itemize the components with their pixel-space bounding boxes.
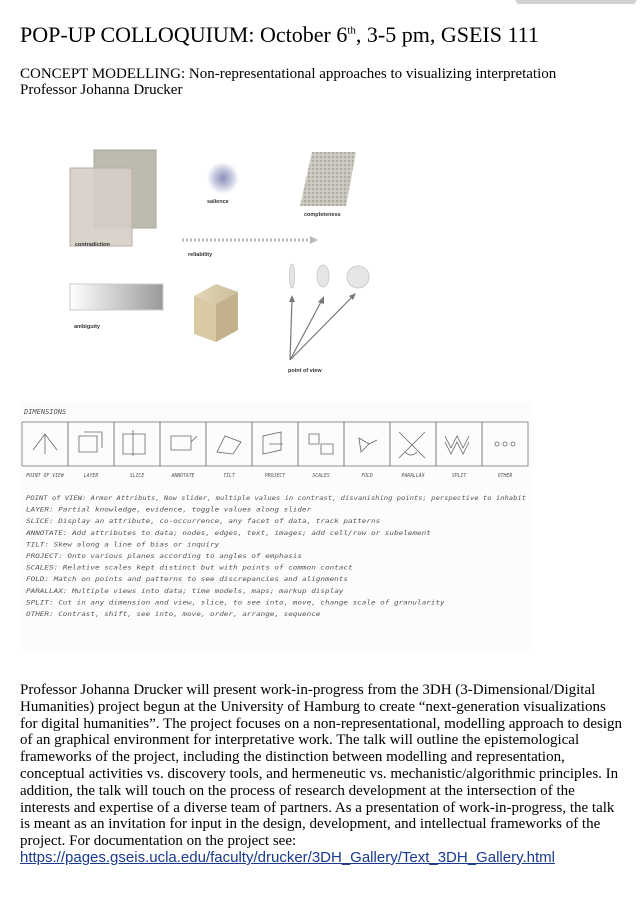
dimension-column-label: LAYER — [83, 474, 99, 479]
title-rest: , 3-5 pm, GSEIS 111 — [355, 22, 539, 47]
label-contradiction: contradiction — [75, 242, 110, 248]
subtitle-topic: CONCEPT MODELLING: Non-representational approaches to visualizing interpretation — [20, 66, 557, 82]
documentation-link[interactable]: https://pages.gseis.ucla.edu/faculty/drucker/3DH_Gallery/Text_3DH_Gallery.html — [20, 848, 555, 866]
description-text: Professor Johanna Drucker will present work-in-progress from the 3DH (3-Dimensional/Digital Humanities) project begun at the University of Hamburg to create “next-generation visualizations for digital humanities”. The project focuses on a non-representational, modelling approach to design of an graphical environment for interpretative work. The talk will outline the epistemological frameworks of the project, including the distinction between modelling and representation, conceptual activities vs. discovery tools, and hermeneutic vs. mechanistic/algorithmic principles. In addition, the talk will touch on the process of research development at the intersection of the interests and expertise of a diverse team of partners. As a presentation of work-in-progress, the talk is meant as an invitation for input in the design, development, and intellectual frameworks of the project. For documentation on the project see: — [20, 682, 623, 850]
dimension-note: LAYER: Partial knowledge, evidence, toggle values along slider — [26, 506, 312, 514]
dimension-column-label: PARALLAX — [401, 474, 425, 479]
subtitle-speaker: Professor Johanna Drucker — [20, 82, 183, 98]
dimension-note: SCALES: Relative scales kept distinct but with points of common contact — [26, 564, 354, 572]
subtitle-block — [20, 66, 556, 98]
dimension-column-label: ANNOTATE — [171, 474, 195, 479]
reliability-shape — [182, 236, 318, 244]
concept-primitives-figure — [20, 140, 440, 380]
dimension-column-label: SLICE — [129, 474, 145, 479]
completeness-shape — [300, 152, 356, 206]
label-reliability: reliability — [188, 252, 213, 258]
description-paragraph — [20, 682, 624, 867]
contradiction-shape — [70, 150, 156, 246]
dimension-note: ANNOTATE: Add attributes to data; nodes, edges, text, images; add cell/row or subelement — [24, 529, 432, 537]
label-completeness: completeness — [304, 212, 341, 218]
dimension-column-label: SCALES — [312, 474, 330, 479]
dimension-column-label: TILT — [223, 474, 235, 479]
dimension-note: OTHER: Contrast, shift, see into, move, order, arrange, sequence — [26, 611, 321, 618]
dimension-column-label: OTHER — [497, 474, 513, 479]
title-superscript: th — [347, 24, 356, 37]
title-main: POP-UP COLLOQUIUM: October 6 — [20, 22, 348, 47]
dimension-note: PARALLAX: Multiple views into data; time models, maps; markup display — [26, 587, 344, 595]
ambiguity-shape — [70, 284, 163, 310]
label-ambiguity: ambiguity — [74, 324, 100, 330]
salience-shape — [207, 162, 239, 194]
dimensions-heading: DIMENSIONS — [24, 408, 67, 416]
dimensions-sketch — [20, 402, 532, 652]
point-of-view-shape — [289, 264, 369, 360]
dimension-note: TILT: Skew along a line of bias or inquiry — [26, 541, 220, 549]
dimension-note: SLICE: Display an attribute, co-occurrence, any facet of data, track patterns — [26, 518, 381, 526]
dimension-note: FOLD: Match on points and patterns to see discrepancies and alignments — [26, 576, 349, 584]
window-corner-tab — [516, 0, 636, 4]
dimension-column-label: PROJECT — [264, 474, 286, 479]
label-point-of-view: point of view — [288, 368, 322, 374]
dimension-column-label: SPLIT — [451, 474, 467, 479]
dimension-note: SPLIT: Cut in any dimension and view, slice, to see into, move, change scale of granularity — [26, 599, 446, 607]
cube-shape — [194, 284, 238, 342]
dimension-column-label: FOLD — [361, 474, 373, 479]
label-salience: salience — [207, 199, 229, 205]
dimension-column-label: POINT OF VIEW — [26, 474, 64, 479]
page-title — [20, 22, 539, 48]
dimension-note: POINT of VIEW: Armor Attributs, Now slider, multiple values in contrast, disvanishing points; perspective to inhabit — [26, 495, 527, 502]
dimension-note: PROJECT: Onto various planes according to angles of emphasis — [26, 553, 303, 560]
